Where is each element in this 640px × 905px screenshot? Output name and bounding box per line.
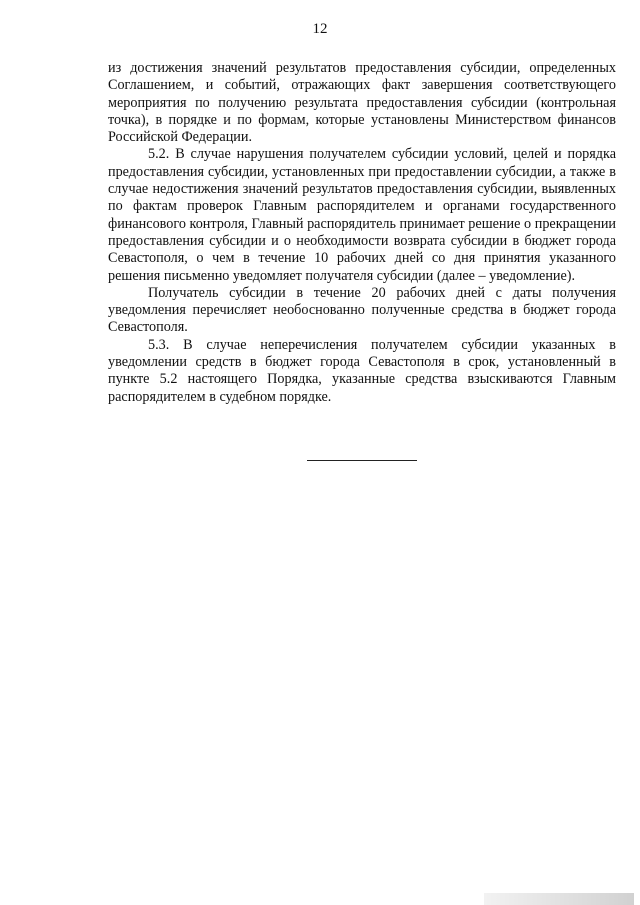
closing-rule [307, 460, 417, 461]
page-number: 12 [312, 21, 328, 37]
document-body [108, 60, 616, 406]
paragraph-continuation: из достижения значений результатов предоставления субсидии, определенных Соглашением, и событий, отражающих факт завершения соответствующего мероприятия по получению результата предоставления субсидии (контрольная точка), в порядке и по формам, которые установлены Министерством финансов Российской Федерации. [108, 60, 616, 146]
paragraph-5-2: 5.2. В случае нарушения получателем субсидии условий, целей и порядка предоставления субсидии, установленных при предоставлении субсидии, а также в случае недостижения значений результатов предоставления субсидии, выявленных по фактам проверок Главным распорядителем и органами государственного финансового контроля, Главный распорядитель принимает решение о прекращении предоставления субсидии и о необходимости возврата субсидии в бюджет города Севастополя, о чем в течение 10 рабочих дней со дня принятия указанного решения письменно уведомляет получателя субсидии (далее – уведомление). [108, 146, 616, 284]
paragraph-5-2-return: Получатель субсидии в течение 20 рабочих дней с даты получения уведомления перечисляет необоснованно полученные средства в бюджет города Севастополя. [108, 284, 616, 336]
paragraph-5-3: 5.3. В случае неперечисления получателем субсидии указанных в уведомлении средств в бюджет города Севастополя в срок, установленный в пункте 5.2 настоящего Порядка, указанные средства взыскиваются Главным распорядителем в судебном порядке. [108, 336, 616, 405]
scan-edge-mark [484, 893, 634, 905]
